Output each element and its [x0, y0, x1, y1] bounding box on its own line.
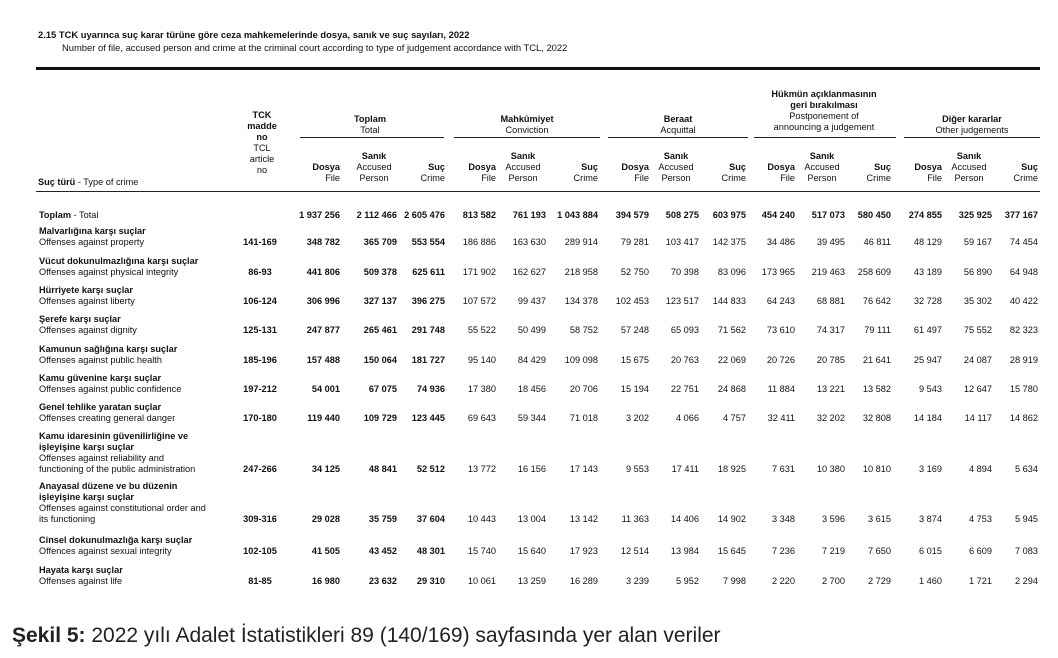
tck-article-cell: 170-180 — [243, 413, 277, 423]
table-cell: 109 729 — [363, 413, 397, 423]
table-cell: 52 750 — [620, 267, 649, 277]
table-cell: 13 984 — [670, 546, 699, 556]
table-cell: 3 348 — [772, 514, 795, 524]
table-cell: 20 706 — [569, 384, 598, 394]
table-cell: 365 709 — [363, 237, 397, 247]
table-cell: 76 642 — [862, 296, 891, 306]
table-cell: 4 753 — [969, 514, 992, 524]
group-underline — [608, 137, 748, 138]
table-cell: 12 514 — [620, 546, 649, 556]
table-cell: 15 640 — [517, 546, 546, 556]
table-cell: 32 808 — [862, 413, 891, 423]
table-cell: 144 833 — [712, 296, 746, 306]
tck-article-cell: 106-124 — [243, 296, 277, 306]
table-cell: 13 259 — [517, 576, 546, 586]
crime-type-label: Vücut dokunulmazlığına karşı suçlar Offenses against physical integrity — [39, 256, 199, 277]
table-cell: 20 763 — [670, 355, 699, 365]
table-cell: 74 936 — [416, 384, 445, 394]
table-cell: 11 884 — [767, 384, 795, 394]
subheader-suc: Suç Crime — [866, 162, 891, 183]
table-cell: 48 301 — [416, 546, 445, 556]
table-cell: 17 411 — [671, 464, 699, 474]
table-cell: 34 486 — [766, 237, 795, 247]
table-cell: 64 948 — [1009, 267, 1038, 277]
table-cell: 123 517 — [665, 296, 699, 306]
table-cell: 24 868 — [717, 384, 746, 394]
table-cell: 171 902 — [462, 267, 496, 277]
table-cell: 289 914 — [564, 237, 598, 247]
table-cell: 1 721 — [969, 576, 992, 586]
table-cell: 7 650 — [868, 546, 891, 556]
tck-article-cell: 197-212 — [243, 384, 277, 394]
table-cell: 75 552 — [963, 325, 992, 335]
table-cell: 142 375 — [712, 237, 746, 247]
table-cell: 18 925 — [717, 464, 746, 474]
table-cell: 1 460 — [919, 576, 942, 586]
group-underline — [904, 137, 1040, 138]
table-cell: 123 445 — [411, 413, 445, 423]
table-cell: 71 018 — [569, 413, 598, 423]
tck-article-cell: 86-93 — [248, 267, 272, 277]
tck-article-cell: 125-131 — [243, 325, 277, 335]
table-cell: 34 125 — [311, 464, 340, 474]
table-cell: 173 965 — [761, 267, 795, 277]
table-cell: 7 219 — [822, 546, 845, 556]
table-cell: 15 740 — [467, 546, 496, 556]
table-cell: 13 772 — [467, 464, 496, 474]
tck-article-cell: 141-169 — [243, 237, 277, 247]
table-cell: 4 066 — [676, 413, 699, 423]
table-cell: 67 075 — [368, 384, 397, 394]
crime-type-label: Malvarlığına karşı suçlar Offenses against property — [39, 226, 146, 247]
table-cell: 625 611 — [412, 267, 445, 277]
table-cell: 150 064 — [363, 355, 397, 365]
table-cell: 32 411 — [767, 413, 795, 423]
table-cell: 13 142 — [569, 514, 598, 524]
table-cell: 15 194 — [620, 384, 649, 394]
table-cell: 55 522 — [467, 325, 496, 335]
crime-type-label: Hayata karşı suçlar Offenses against life — [39, 565, 123, 586]
top-rule — [36, 67, 1040, 70]
table-cell: 46 811 — [863, 237, 891, 247]
table-cell: 553 554 — [411, 237, 445, 247]
table-cell: 15 675 — [620, 355, 649, 365]
subheader-suc: Suç Crime — [721, 162, 746, 183]
table-cell: 17 380 — [467, 384, 496, 394]
table-cell: 3 596 — [822, 514, 845, 524]
table-cell: 306 996 — [306, 296, 340, 306]
total-cell: 761 193 — [512, 210, 546, 220]
table-cell: 162 627 — [512, 267, 546, 277]
subheader-sanik: Sanık Accused Person — [951, 151, 987, 183]
table-cell: 348 782 — [306, 237, 340, 247]
table-cell: 109 098 — [564, 355, 598, 365]
table-cell: 57 248 — [620, 325, 649, 335]
table-cell: 258 609 — [857, 267, 891, 277]
crime-type-label: Hürriyete karşı suçlar Offenses against liberty — [39, 285, 135, 306]
table-cell: 4 894 — [969, 464, 992, 474]
table-cell: 7 998 — [723, 576, 746, 586]
table-cell: 83 096 — [717, 267, 746, 277]
total-cell: 580 450 — [857, 210, 891, 220]
table-cell: 5 945 — [1015, 514, 1038, 524]
table-title-tr: 2.15 TCK uyarınca suç karar türüne göre ceza mahkemelerinde dosya, sanık ve suç sayıları, 2022 — [38, 29, 470, 40]
subheader-sanik: Sanık Accused Person — [804, 151, 840, 183]
crime-type-label: Kamu idaresinin güvenilirliğine ve işleyişine karşı suçlar Offenses against reliability and functioning of the public administration — [39, 431, 196, 474]
total-cell: 2 605 476 — [404, 210, 445, 220]
table-cell: 181 727 — [411, 355, 445, 365]
group-underline — [300, 137, 444, 138]
table-cell: 219 463 — [811, 267, 845, 277]
subheader-suc: Suç Crime — [573, 162, 598, 183]
table-cell: 7 083 — [1015, 546, 1038, 556]
table-cell: 11 363 — [621, 514, 649, 524]
table-cell: 6 015 — [919, 546, 942, 556]
table-cell: 79 281 — [620, 237, 649, 247]
table-cell: 102 453 — [615, 296, 649, 306]
table-cell: 3 169 — [919, 464, 942, 474]
table-cell: 71 562 — [717, 325, 746, 335]
table-cell: 2 729 — [868, 576, 891, 586]
table-cell: 103 417 — [665, 237, 699, 247]
table-cell: 70 398 — [670, 267, 699, 277]
total-cell: 2 112 466 — [356, 210, 397, 220]
table-cell: 13 221 — [816, 384, 845, 394]
table-cell: 12 647 — [963, 384, 992, 394]
table-cell: 3 874 — [919, 514, 942, 524]
table-cell: 247 877 — [306, 325, 340, 335]
subheader-dosya: Dosya File — [468, 162, 496, 183]
total-cell: 508 275 — [665, 210, 699, 220]
table-cell: 39 495 — [816, 237, 845, 247]
table-cell: 73 610 — [766, 325, 795, 335]
table-cell: 16 980 — [311, 576, 340, 586]
table-cell: 64 243 — [766, 296, 795, 306]
table-cell: 29 028 — [311, 514, 340, 524]
subheader-dosya: Dosya File — [914, 162, 942, 183]
table-cell: 107 572 — [462, 296, 496, 306]
table-cell: 2 294 — [1015, 576, 1038, 586]
table-cell: 68 881 — [816, 296, 845, 306]
table-cell: 7 631 — [772, 464, 795, 474]
table-cell: 9 553 — [626, 464, 649, 474]
tck-article-cell: 102-105 — [243, 546, 277, 556]
table-cell: 32 728 — [913, 296, 942, 306]
subheader-sanik: Sanık Accused Person — [356, 151, 392, 183]
table-cell: 59 344 — [517, 413, 546, 423]
table-cell: 48 129 — [913, 237, 942, 247]
table-cell: 59 167 — [963, 237, 992, 247]
table-cell: 32 202 — [816, 413, 845, 423]
subheader-dosya: Dosya File — [312, 162, 340, 183]
table-cell: 15 645 — [717, 546, 746, 556]
table-cell: 14 862 — [1009, 413, 1038, 423]
total-cell: 1 043 884 — [557, 210, 598, 220]
table-cell: 99 437 — [517, 296, 546, 306]
subheader-dosya: Dosya File — [621, 162, 649, 183]
table-cell: 4 757 — [723, 413, 746, 423]
table-cell: 10 443 — [467, 514, 496, 524]
table-cell: 15 780 — [1009, 384, 1038, 394]
table-cell: 291 748 — [411, 325, 445, 335]
group-header-total: Toplam Total — [354, 114, 386, 135]
table-cell: 84 429 — [517, 355, 546, 365]
table-cell: 61 497 — [913, 325, 942, 335]
table-cell: 3 202 — [626, 413, 649, 423]
table-cell: 10 061 — [467, 576, 496, 586]
tck-header: TCK madde no TCL article no — [247, 110, 277, 175]
subheader-sanik: Sanık Accused Person — [505, 151, 541, 183]
crime-type-label: Şerefe karşı suçlar Offenses against dignity — [39, 314, 137, 335]
table-cell: 396 275 — [411, 296, 445, 306]
group-header-acquittal: Beraat Acquittal — [660, 114, 696, 135]
total-cell: 274 855 — [908, 210, 942, 220]
crime-type-label: Anayasal düzene ve bu düzenin işleyişine karşı suçlar Offenses against constitutional order and its functioning — [39, 481, 206, 524]
table-cell: 20 785 — [816, 355, 845, 365]
table-cell: 41 505 — [311, 546, 340, 556]
table-cell: 265 461 — [363, 325, 397, 335]
table-cell: 3 615 — [868, 514, 891, 524]
subheader-suc: Suç Crime — [420, 162, 445, 183]
table-cell: 43 189 — [913, 267, 942, 277]
table-cell: 14 406 — [670, 514, 699, 524]
total-label: Toplam - Total — [39, 210, 99, 220]
crime-type-header: Suç türü - Type of crime — [38, 177, 139, 187]
table-cell: 5 634 — [1015, 464, 1038, 474]
table-cell: 186 886 — [462, 237, 496, 247]
table-cell: 28 919 — [1009, 355, 1038, 365]
subheader-dosya: Dosya File — [767, 162, 795, 183]
total-cell: 377 167 — [1004, 210, 1038, 220]
table-cell: 2 700 — [822, 576, 845, 586]
table-cell: 69 643 — [467, 413, 496, 423]
table-cell: 29 310 — [416, 576, 445, 586]
table-cell: 2 220 — [772, 576, 795, 586]
table-cell: 22 751 — [670, 384, 699, 394]
table-cell: 14 902 — [717, 514, 746, 524]
figure-caption: Şekil 5: 2022 yılı Adalet İstatistikleri 89 (140/169) sayfasında yer alan veriler — [12, 624, 721, 647]
table-cell: 35 302 — [963, 296, 992, 306]
table-cell: 23 632 — [368, 576, 397, 586]
total-cell: 603 975 — [712, 210, 746, 220]
table-cell: 441 806 — [306, 267, 340, 277]
table-cell: 327 137 — [363, 296, 397, 306]
tck-article-cell: 185-196 — [243, 355, 277, 365]
table-cell: 6 609 — [969, 546, 992, 556]
table-cell: 82 323 — [1009, 325, 1038, 335]
table-cell: 54 001 — [311, 384, 340, 394]
table-cell: 5 952 — [676, 576, 699, 586]
total-cell: 394 579 — [615, 210, 649, 220]
table-cell: 9 543 — [919, 384, 942, 394]
table-cell: 74 454 — [1009, 237, 1038, 247]
table-cell: 18 456 — [517, 384, 546, 394]
table-cell: 10 810 — [862, 464, 891, 474]
table-cell: 48 841 — [368, 464, 397, 474]
table-cell: 24 087 — [963, 355, 992, 365]
header-rule — [36, 191, 1040, 192]
subheader-suc: Suç Crime — [1013, 162, 1038, 183]
crime-type-label: Cinsel dokunulmazlığa karşı suçlar Offences against sexual integrity — [39, 535, 193, 556]
table-cell: 134 378 — [564, 296, 598, 306]
table-cell: 35 759 — [368, 514, 397, 524]
table-cell: 58 752 — [569, 325, 598, 335]
table-cell: 157 488 — [306, 355, 340, 365]
table-cell: 56 890 — [963, 267, 992, 277]
crime-type-label: Kamu güvenine karşı suçlar Offenses against public confidence — [39, 373, 182, 394]
group-header-postponement: Hükmün açıklanmasının geri bırakılması Postponement of announcing a judgement — [771, 89, 877, 132]
table-cell: 10 380 — [816, 464, 845, 474]
group-underline — [454, 137, 600, 138]
tck-article-cell: 309-316 — [243, 514, 277, 524]
table-cell: 16 156 — [517, 464, 546, 474]
table-cell: 119 440 — [307, 413, 340, 423]
total-cell: 325 925 — [958, 210, 992, 220]
table-cell: 21 641 — [862, 355, 891, 365]
subheader-sanik: Sanık Accused Person — [658, 151, 694, 183]
table-cell: 20 726 — [766, 355, 795, 365]
table-cell: 163 630 — [512, 237, 546, 247]
table-cell: 22 069 — [717, 355, 746, 365]
table-cell: 50 499 — [517, 325, 546, 335]
table-cell: 79 111 — [864, 325, 891, 335]
table-cell: 16 289 — [569, 576, 598, 586]
table-cell: 14 184 — [913, 413, 942, 423]
table-cell: 509 378 — [363, 267, 397, 277]
group-header-other: Diğer kararlar Other judgements — [935, 114, 1009, 135]
table-cell: 13 582 — [862, 384, 891, 394]
crime-type-label: Genel tehlike yaratan suçlar Offenses creating general danger — [39, 402, 176, 423]
group-header-conviction: Mahkûmiyet Conviction — [500, 114, 554, 135]
table-cell: 65 093 — [670, 325, 699, 335]
table-cell: 3 239 — [626, 576, 649, 586]
crime-type-label: Kamunun sağlığına karşı suçlar Offenses against public health — [39, 344, 178, 365]
table-cell: 37 604 — [416, 514, 445, 524]
table-cell: 52 512 — [416, 464, 445, 474]
tck-article-cell: 81-85 — [248, 576, 272, 586]
table-cell: 40 422 — [1009, 296, 1038, 306]
table-cell: 218 958 — [564, 267, 598, 277]
table-cell: 17 143 — [569, 464, 598, 474]
table-cell: 7 236 — [772, 546, 795, 556]
table-cell: 14 117 — [964, 413, 992, 423]
total-cell: 1 937 256 — [299, 210, 340, 220]
table-cell: 74 317 — [816, 325, 845, 335]
table-title-en: Number of file, accused person and crime at the criminal court according to type of judgement accordance with TCL, 2022 — [62, 42, 568, 53]
table-cell: 13 004 — [517, 514, 546, 524]
tck-article-cell: 247-266 — [243, 464, 277, 474]
table-cell: 17 923 — [569, 546, 598, 556]
total-cell: 517 073 — [811, 210, 845, 220]
table-cell: 95 140 — [467, 355, 496, 365]
total-cell: 813 582 — [462, 210, 496, 220]
group-underline — [754, 137, 896, 138]
total-cell: 454 240 — [761, 210, 795, 220]
table-cell: 43 452 — [368, 546, 397, 556]
table-cell: 25 947 — [913, 355, 942, 365]
